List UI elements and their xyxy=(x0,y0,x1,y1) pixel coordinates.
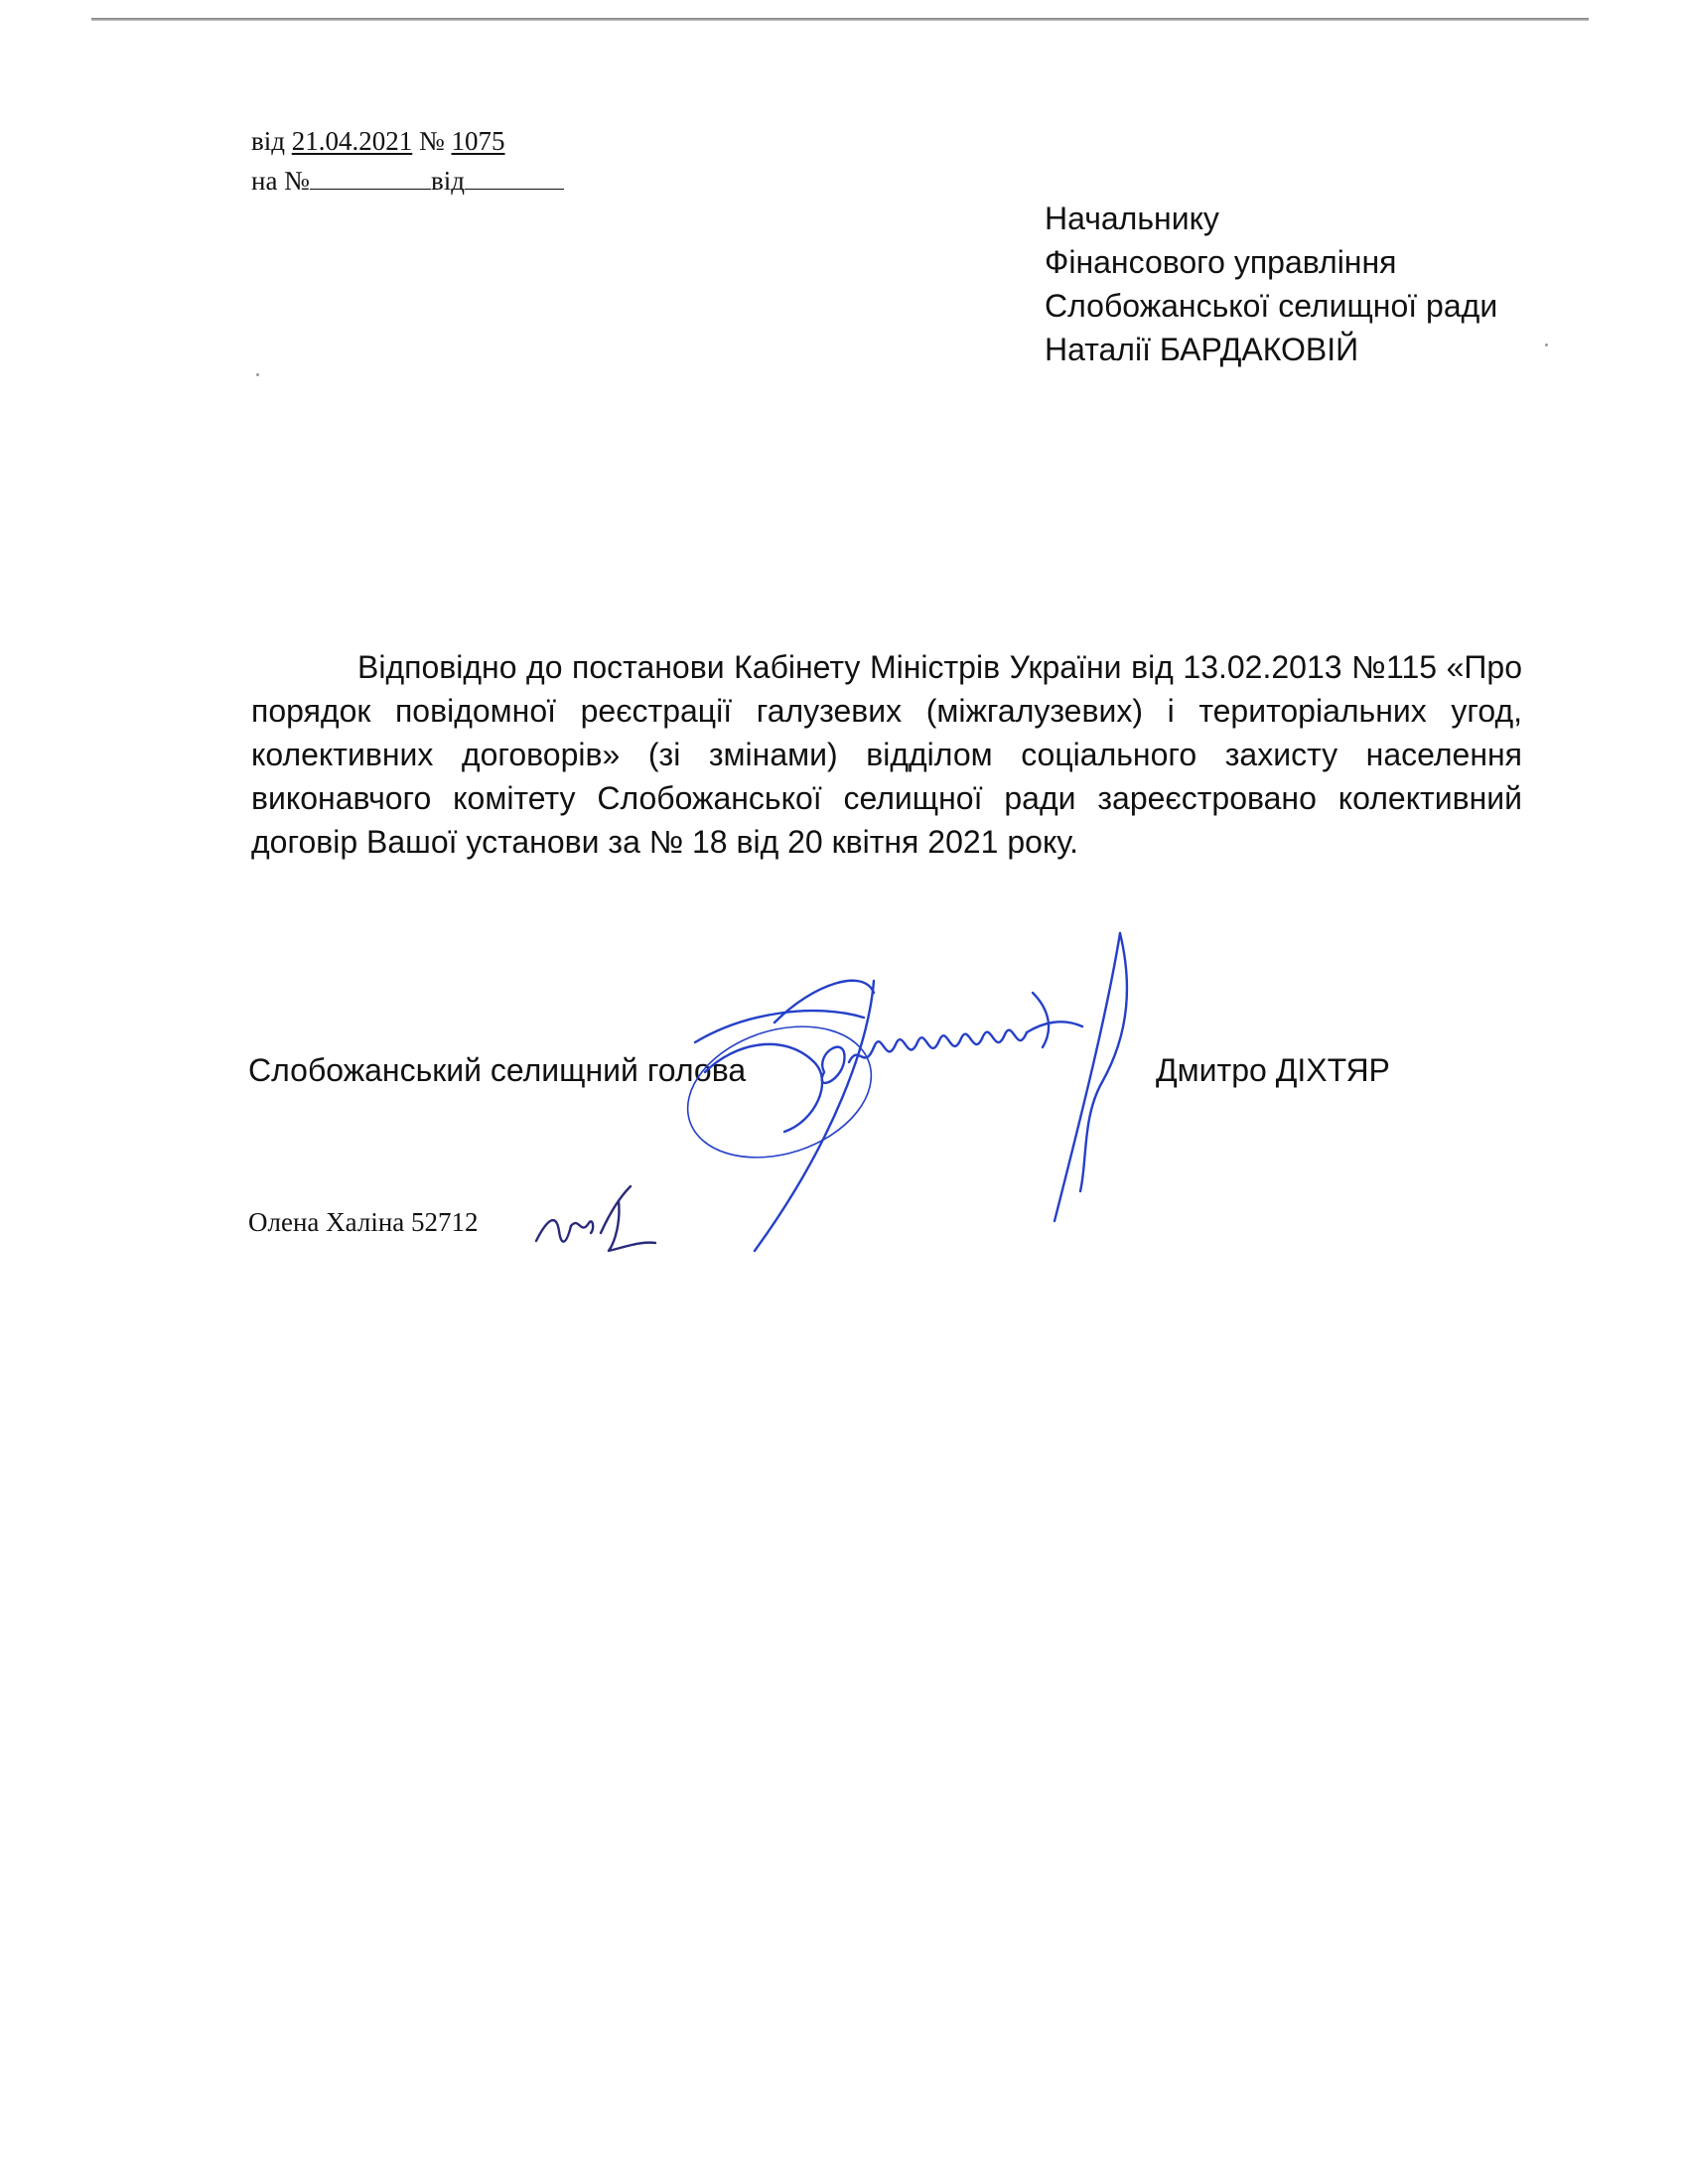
signer-name: Дмитро ДІХТЯР xyxy=(1156,1052,1390,1088)
number-prefix: № xyxy=(419,126,445,156)
outgoing-reference xyxy=(251,121,564,161)
handwritten-initials xyxy=(531,1181,660,1261)
outgoing-number: 1075 xyxy=(451,126,505,156)
scan-speck xyxy=(1545,343,1548,346)
scan-speck xyxy=(256,373,259,376)
top-rule xyxy=(91,18,1589,21)
reply-number-blank xyxy=(310,163,431,190)
reference-block xyxy=(251,121,564,201)
addressee-department: Фінансового управління xyxy=(1045,244,1397,280)
handwritten-signature xyxy=(665,923,1162,1281)
reply-date-blank xyxy=(465,163,564,190)
outgoing-date: 21.04.2021 xyxy=(291,126,413,156)
letter-body: Відповідно до постанови Кабінету Міністрів України від 13.02.2013 №115 «Про порядок повідомної реєстрації галузевих (міжгалузевих) і територіальних угод, колективних договорів» (зі змінами) відділом соціального захисту населення виконавчого комітету Слобожанської селищної ради зареєстровано колективний договір Вашої установи за № 18 від 20 квітня 2021 року. xyxy=(251,649,1522,860)
reply-date-prefix: від xyxy=(430,166,465,196)
addressee-name: Наталії БАРДАКОВІЙ xyxy=(1045,332,1359,367)
incoming-reference xyxy=(251,161,564,201)
addressee-block xyxy=(1045,197,1497,371)
reply-to-prefix: на № xyxy=(251,166,310,196)
addressee-council: Слобожанської селищної ради xyxy=(1045,288,1498,324)
date-prefix: від xyxy=(251,126,285,156)
executor-contact: Олена Халіна 52712 xyxy=(248,1207,479,1237)
addressee-position: Начальнику xyxy=(1045,201,1219,236)
signer-title: Слобожанський селищний голова xyxy=(248,1052,747,1088)
